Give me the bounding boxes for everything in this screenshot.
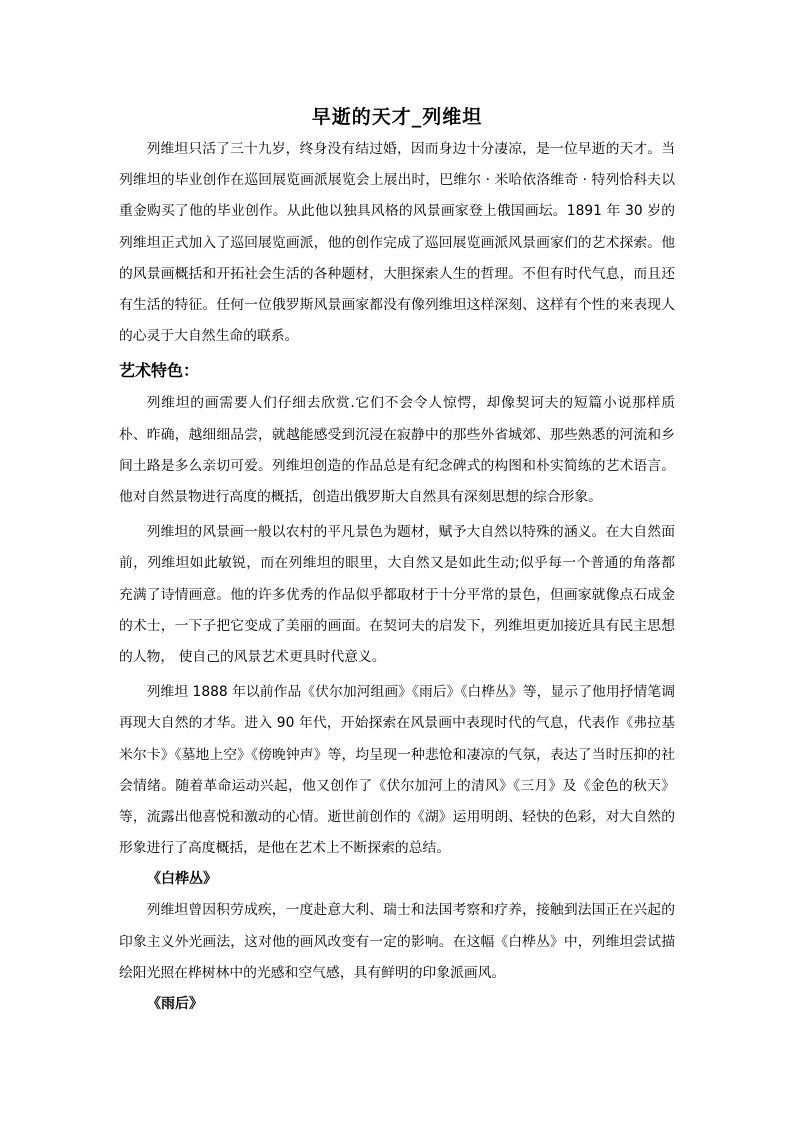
intro-paragraph: 列维坦只活了三十九岁，终身没有结过婚，因而身边十分凄凉，是一位早逝的天才。当列维坦的毕业创作在巡回展览画派展览会上展出时，巴维尔 · 米哈依洛维奇 · 特列恰科夫以重金购买了他的毕业创作。从此他以独具风格的风景画家登上俄国画坛。1891 年 30 岁的列维坦正式加入了巡回展览画派，他的创作完成了巡回展览画派风景画家们的艺术探索。他的风景画概括和开拓社会生活的各种题材，大胆探索人生的哲理。不但有时代气息，而且还有生活的特征。任何一位俄罗斯风景画家都没有像列维坦这样深刻、这样有个性的来表现人的心灵于大自然生命的联系。 <box>119 141 675 345</box>
work-heading-after-rain: 《雨后》 <box>147 996 203 1013</box>
document-title: 早逝的天才_列维坦 <box>311 106 483 128</box>
paragraph-birch-grove: 列维坦曾因积劳成疾，一度赴意大利、瑞士和法国考察和疗养，接触到法国正在兴起的印象主义外光画法，这对他的画风改变有一定的影响。在这幅《白桦丛》中，列维坦尝试描绘阳光照在桦树林中的光感和空气感，具有鲜明的印象派画风。 <box>119 902 675 981</box>
section-heading-art-features: 艺术特色： <box>119 361 200 381</box>
work-heading-birch-grove: 《白桦丛》 <box>147 871 217 888</box>
paragraph-art-3: 列维坦 1888 年以前作品《伏尔加河组画》《雨后》《白桦丛》等，显示了他用抒情笔调再现大自然的才华。进入 90 年代，开始探索在风景画中表现时代的气息，代表作《弗拉基米尔卡》《墓地上空》《傍晚钟声》等，均呈现一种悲怆和凄凉的气氛，表达了当时压抑的社会情绪。随着革命运动兴起，他又创作了《伏尔加河上的清风》《三月》及《金色的秋天》等，流露出他喜悦和激动的心情。逝世前创作的《湖》运用明朗、轻快的色彩，对大自然的形象进行了高度概括，是他在艺术上不断探索的总结。 <box>119 684 675 857</box>
paragraph-art-1: 列维坦的画需要人们仔细去欣赏.它们不会令人惊愕，却像契诃夫的短篇小说那样质朴、昨确，越细细品尝，就越能感受到沉浸在寂静中的那些外省城郊、那些熟悉的河流和乡间土路是多么亲切可爱。列维坦创造的作品总是有纪念碑式的构图和朴实简练的艺术语言。他对自然景物进行高度的概括，创造出俄罗斯大自然具有深刻思想的综合形象。 <box>119 395 675 506</box>
document-page <box>119 100 675 1020</box>
paragraph-art-2: 列维坦的风景画一般以农村的平凡景色为题材，赋予大自然以特殊的涵义。在大自然面前，列维坦如此敏锐，而在列维坦的眼里，大自然又是如此生动;似乎每一个普通的角落都充满了诗情画意。他的许多优秀的作品似乎都取材于十分平常的景色，但画家就像点石成金的术士，一下子把它变成了美丽的画面。在契诃夫的启发下，列维坦更加接近具有民主思想的人物， 使自己的风景艺术更具时代意义。 <box>119 524 675 666</box>
